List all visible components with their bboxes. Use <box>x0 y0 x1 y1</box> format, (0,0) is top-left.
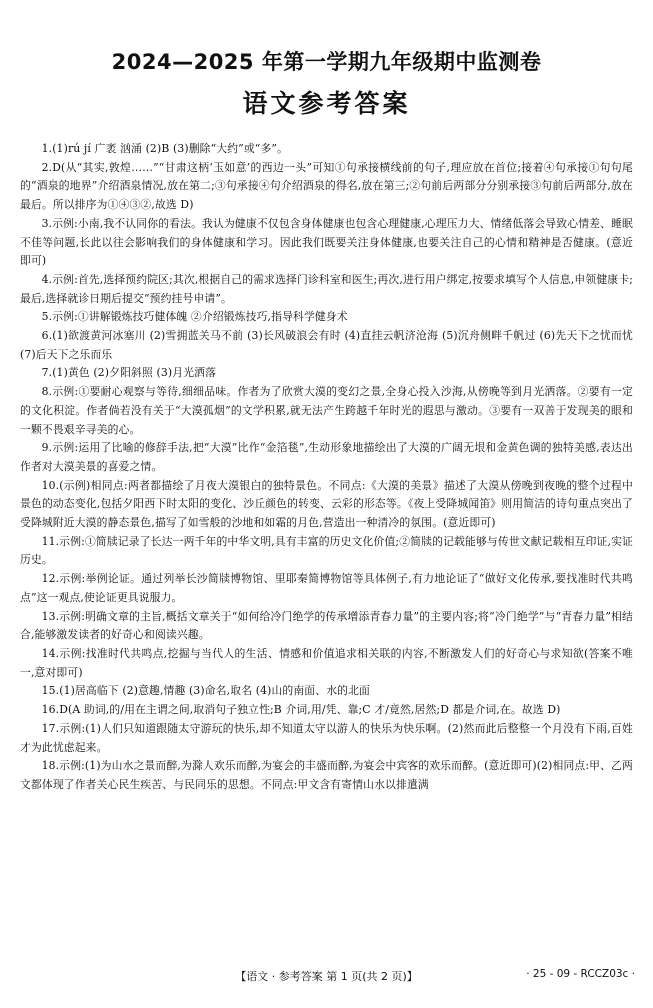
answer-item: 10.(示例)相同点:两者都描绘了月夜大漠银白的独特景色。不同点:《大漠的美景》描述了大漠从傍晚到夜晚的整个过程中景色的动态变化,包括夕阳西下时太阳的变化、沙丘颜色的转变、云彩的形态等。《夜上受降城闻笛》则用简洁的诗句重点突出了受降城附近大漠的静态景色,描写了如雪般的沙地和如霜的月色,营造出一种清冷的氛围。(意近即可) <box>20 478 633 530</box>
answer-item: 14.示例:找准时代共鸣点,挖掘与当代人的生活、情感和价值追求相关联的内容,不断激发人们的好奇心与求知欲(答案不唯一,意对即可) <box>20 646 633 679</box>
answer-item: 2.D(从“其实,敦煌……”“甘肃这柄‘玉如意’的西边一头”可知①句承接横线前的句子,理应放在首位;接着④句承接①句句尾的“酒泉的地界”介绍酒泉情况,放在第二;③句承接④句介绍酒泉的得名,放在第三;②句前后两部分分别承接③句前后两部分,放在最后。所以排序为①④③②,故选 D) <box>20 160 633 212</box>
answer-item: 6.(1)欲渡黄河冰塞川 (2)雪拥蓝关马不前 (3)长风破浪会有时 (4)直挂云帆济沧海 (5)沉舟侧畔千帆过 (6)先天下之忧而忧 (7)后天下之乐而乐 <box>20 329 633 361</box>
answer-item: 15.(1)居高临下 (2)意趣,情趣 (3)命名,取名 (4)山的南面、水的北面 <box>41 684 370 698</box>
answer-item: 17.示例:(1)人们只知道跟随太守游玩的快乐,却不知道太守以游人的快乐为快乐啊。(2)然而此后整整一个月没有下雨,百姓才为此忧虑起来。 <box>20 721 633 754</box>
answer-item: 16.D(A 助词,的/用在主谓之间,取消句子独立性;B 介词,用/凭、靠;C 才/竟然,居然;D 都是介词,在。故选 D) <box>41 703 561 717</box>
answer-item: 1.(1)rú jí 广袤 汹涌 (2)B (3)删除“大约”或“多”。 <box>41 142 289 155</box>
answer-item: 3.示例:小南,我不认同你的看法。我认为健康不仅包含身体健康也包含心理健康,心理压力大、情绪低落会导致心情差、睡眠不佳等问题,长此以往会影响我们的身体健康和学习。因此我们既要关注身体健康,也要关注自己的心情和精神是否健康。(意近即可) <box>20 216 633 268</box>
answer-item: 11.示例:①简牍记录了长达一两千年的中华文明,具有丰富的历史文化价值;②简牍的记载能够与传世文献记载相互印证,实证历史。 <box>20 534 633 567</box>
answer-item: 8.示例:①要耐心观察与等待,细细品味。作者为了欣赏大漠的变幻之景,全身心投入沙海,从傍晚等到月光洒落。②要有一定的文化积淀。作者倘若没有关于“大漠孤烟”的文学积累,就无法产生跨越千年时光的遐思与激动。③要有一双善于发现美的眼和一颗不畏艰辛寻美的心。 <box>20 385 633 436</box>
answer-item: 9.示例:运用了比喻的修辞手法,把“大漠”比作“金箔毯”,生动形象地描绘出了大漠的广阔无垠和金黄色调的独特美感,表达出作者对大漠美景的喜爱之情。 <box>20 441 633 473</box>
exam-subtitle: 语文参考答案 <box>242 89 411 118</box>
answer-item: 4.示例:首先,选择预约院区;其次,根据自己的需求选择门诊科室和医生;再次,进行用户绑定,按要求填写个人信息,申领健康卡;最后,选择就诊日期后提交“预约挂号申请”。 <box>20 272 633 305</box>
page-number-label: 【语文 · 参考答案 第 1 页(共 2 页)】 <box>235 970 418 983</box>
page-footer <box>0 968 653 988</box>
answer-list <box>20 140 633 795</box>
answer-item: 13.示例:明确文章的主旨,概括文章关于“如何给冷门绝学的传承增添青春力量”的主要内容;将“冷门绝学”与“青春力量”相结合,能够激发读者的好奇心和阅读兴趣。 <box>20 609 633 642</box>
answer-item: 18.示例:(1)为山水之景而醉,为滁人欢乐而醉,为宴会的丰盛而醉,为宴会中宾客的欢乐而醉。(意近即可)(2)相同点:甲、乙两文都体现了作者关心民生疾苦、与民同乐的思想。不同点:甲文含有寄情山水以排遣满 <box>20 759 633 791</box>
document-code: · 25 - 09 - RCCZ03c · <box>526 968 635 980</box>
answer-item: 7.(1)黄色 (2)夕阳斜照 (3)月光洒落 <box>41 366 217 380</box>
answer-item: 12.示例:举例论证。通过列举长沙简牍博物馆、里耶秦简博物馆等具体例子,有力地论证了“做好文化传承,要找准时代共鸣点”这一观点,使论证更具说服力。 <box>20 572 633 604</box>
exam-title: 2024—2025 年第一学期九年级期中监测卷 <box>111 50 542 74</box>
answer-item: 5.示例:①讲解锻炼技巧健体魄 ②介绍锻炼技巧,指导科学健身术 <box>41 310 348 324</box>
